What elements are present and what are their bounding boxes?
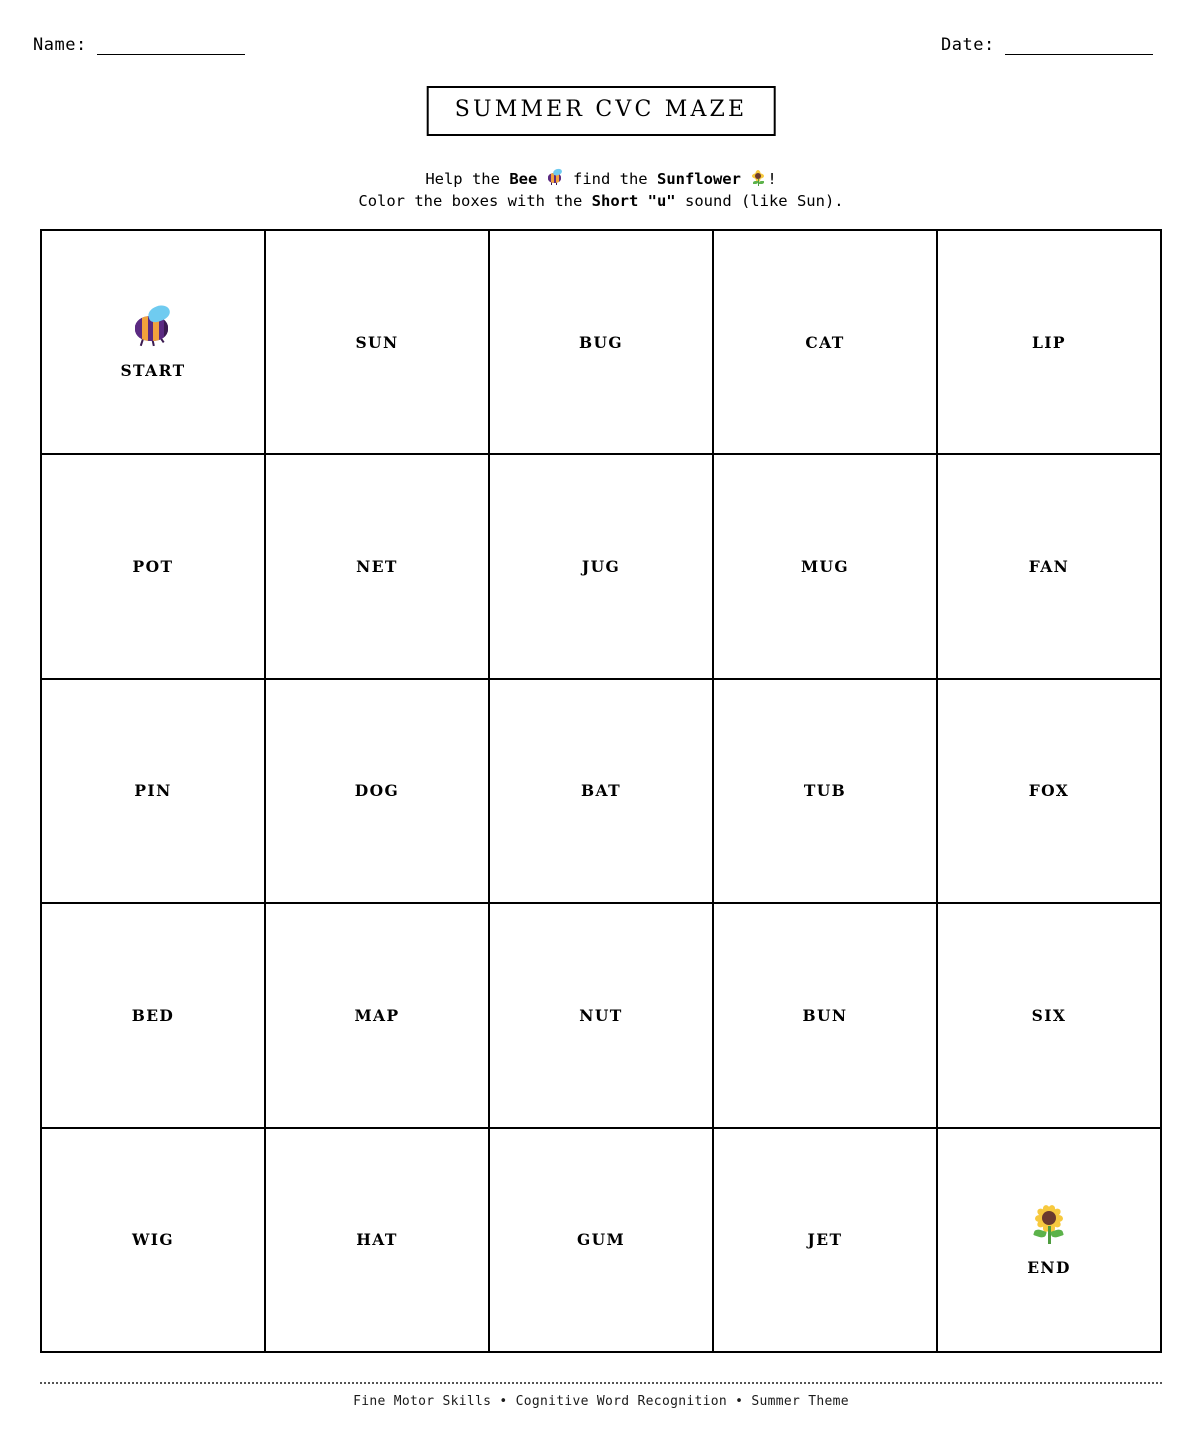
bee-emoji — [130, 305, 176, 351]
date-field — [941, 36, 1153, 55]
maze-cell-word: LIP — [1031, 332, 1066, 352]
maze-cell-word: JUG — [581, 557, 621, 577]
instruction-line-2 — [0, 190, 1202, 212]
maze-cell[interactable] — [938, 680, 1162, 904]
maze-cell[interactable] — [490, 231, 714, 455]
maze-cell-word: NET — [356, 557, 398, 577]
instructions-block — [0, 168, 1202, 212]
maze-cell[interactable] — [490, 904, 714, 1128]
maze-cell[interactable] — [714, 904, 938, 1128]
maze-cell-word: SIX — [1031, 1005, 1067, 1025]
maze-cell[interactable] — [266, 231, 490, 455]
maze-cell-marker-label: END — [1027, 1258, 1071, 1278]
maze-cell[interactable] — [714, 1129, 938, 1353]
worksheet-header — [0, 36, 1202, 66]
maze-cell-word: DOG — [354, 781, 400, 801]
maze-grid — [40, 229, 1162, 1353]
name-field — [33, 36, 245, 55]
sunflower-icon — [750, 170, 767, 187]
maze-cell-word: GUM — [576, 1230, 626, 1250]
maze-cell-word: CAT — [805, 332, 845, 352]
maze-cell-word: FOX — [1028, 781, 1070, 801]
maze-cell-word: TUB — [803, 781, 847, 801]
name-write-line[interactable] — [97, 39, 245, 55]
spacer-1 — [537, 170, 546, 188]
sunflower-emoji — [1026, 1202, 1072, 1248]
maze-cell-word: PIN — [134, 781, 172, 801]
maze-cell[interactable] — [938, 904, 1162, 1128]
instruction-bold-bee: Bee — [509, 170, 538, 188]
maze-cell[interactable] — [42, 455, 266, 679]
instruction-bold-short-u: Short "u" — [591, 192, 676, 210]
maze-cell[interactable] — [490, 455, 714, 679]
footer-note: Fine Motor Skills • Cognitive Word Recognition • Summer Theme — [353, 1394, 849, 1409]
maze-cell-marker — [1026, 1202, 1072, 1277]
instruction-text-1b: find the — [563, 170, 657, 188]
maze-cell[interactable] — [266, 904, 490, 1128]
maze-cell-marker-label: START — [120, 360, 186, 380]
date-label: Date: — [941, 35, 995, 55]
name-label: Name: — [33, 35, 87, 55]
bee-icon — [547, 170, 564, 187]
maze-cell[interactable] — [490, 1129, 714, 1353]
maze-cell-word: BED — [131, 1005, 175, 1025]
sunflower-icon — [1026, 1202, 1072, 1248]
instruction-text-2b: sound (like Sun). — [675, 192, 844, 210]
maze-cell-word: NUT — [579, 1005, 623, 1025]
maze-cell-word: BUG — [578, 332, 624, 352]
maze-cell-word: HAT — [356, 1230, 398, 1250]
instruction-text-2a: Color the boxes with the — [358, 192, 592, 210]
maze-cell-word: FAN — [1028, 557, 1070, 577]
maze-cell-word: BUN — [802, 1005, 848, 1025]
instruction-text-1c: ! — [767, 170, 777, 188]
maze-cell-word: MUG — [800, 557, 850, 577]
maze-cell[interactable] — [714, 680, 938, 904]
maze-cell[interactable] — [938, 455, 1162, 679]
maze-cell-word: MAP — [354, 1005, 400, 1025]
instruction-line-1 — [0, 168, 1202, 190]
instruction-bold-sunflower: Sunflower — [656, 170, 741, 188]
maze-cell[interactable] — [42, 680, 266, 904]
instruction-text-1a: Help the — [425, 170, 510, 188]
maze-cell[interactable] — [42, 231, 266, 455]
maze-cell[interactable] — [490, 680, 714, 904]
maze-cell-word: BAT — [580, 781, 621, 801]
date-write-line[interactable] — [1005, 39, 1153, 55]
maze-cell[interactable] — [42, 904, 266, 1128]
maze-cell[interactable] — [42, 1129, 266, 1353]
title-box — [427, 86, 776, 136]
maze-cell[interactable] — [266, 680, 490, 904]
maze-cell-word: POT — [132, 557, 174, 577]
maze-cell[interactable] — [938, 1129, 1162, 1353]
page-title: SUMMER CVC MAZE — [454, 97, 748, 122]
bee-icon — [130, 305, 176, 351]
maze-cell-word: SUN — [355, 332, 399, 352]
maze-cell[interactable] — [714, 455, 938, 679]
spacer-2 — [741, 170, 750, 188]
maze-cell[interactable] — [938, 231, 1162, 455]
footer-divider — [40, 1382, 1162, 1384]
maze-cell[interactable] — [266, 1129, 490, 1353]
maze-cell-word: WIG — [131, 1230, 175, 1250]
maze-cell-marker — [120, 305, 185, 380]
maze-cell[interactable] — [266, 455, 490, 679]
maze-cell[interactable] — [714, 231, 938, 455]
maze-cell-word: JET — [807, 1230, 843, 1250]
